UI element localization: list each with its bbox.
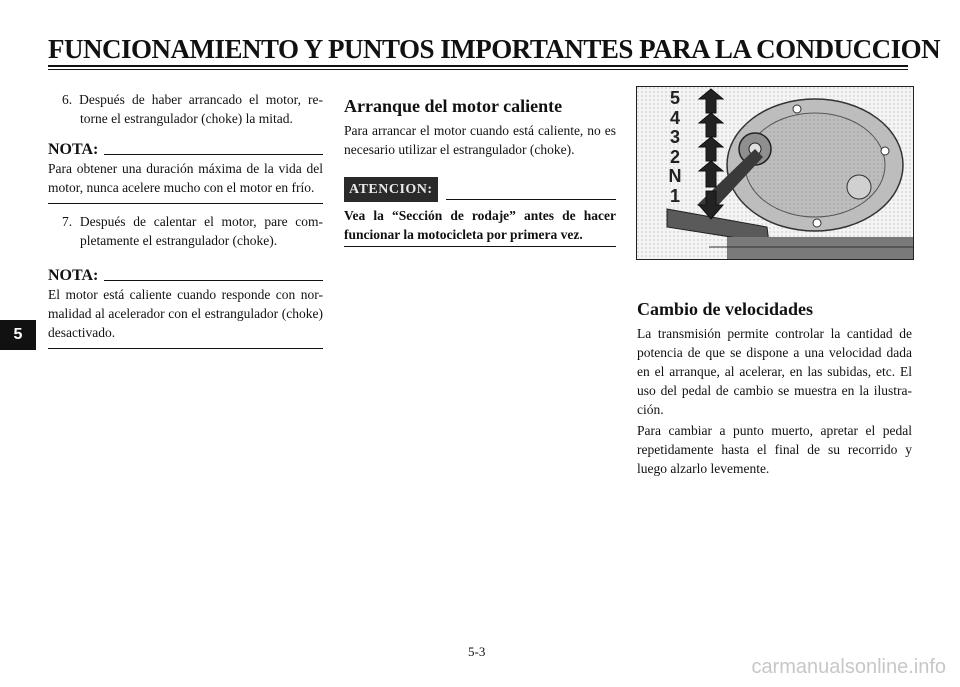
note-label: NOTA: xyxy=(48,267,99,284)
title-underline-thin xyxy=(48,69,908,70)
gear-label: N xyxy=(668,166,682,186)
gear-label: 3 xyxy=(669,127,680,147)
note-end-rule xyxy=(48,203,323,204)
gear-shift-paragraph: La transmisión permite controlar la cantidad de potencia de que se dispone a una velocidad dada en el arranque, al acelerar, en las subidas, etc. El uso del pedal de cambio se muestra en la ilustra-ción. xyxy=(637,326,912,417)
middle-column xyxy=(344,95,616,255)
gear-label: 1 xyxy=(669,185,680,206)
warning-heading xyxy=(344,177,616,202)
gear-label: 2 xyxy=(669,146,680,167)
step-6-text: 6. Después de haber arrancado el motor, re-torne el estrangulador (choke) la mitad. xyxy=(62,92,323,126)
right-column xyxy=(637,298,912,478)
gear-shift-illustration xyxy=(636,86,914,260)
left-column xyxy=(48,90,323,357)
note-rule xyxy=(104,154,323,155)
page-number: 5-3 xyxy=(468,644,486,659)
note-label: NOTA: xyxy=(48,141,99,158)
watermark: carmanualsonline.info xyxy=(751,656,946,678)
gear-position-labels xyxy=(664,89,686,206)
title-underline xyxy=(48,65,908,67)
warning-rule xyxy=(446,199,616,200)
warning-text: Vea la “Sección de rodaje” antes de hacer funcionar la motocicleta por primera vez. xyxy=(344,208,616,242)
warning-end-rule xyxy=(344,246,616,247)
chapter-tab[interactable]: 5 xyxy=(0,320,36,350)
note-text: El motor está caliente cuando responde con nor-malidad al acelerador con el estrangulador (choke) desactivado. xyxy=(48,287,323,340)
warning-badge: ATENCION: xyxy=(344,177,438,202)
note-end-rule xyxy=(48,348,323,349)
note-text: Para obtener una duración máxima de la vida del motor, nunca acelere mucho con el motor en frío. xyxy=(48,161,323,195)
gear-label: 5 xyxy=(669,88,680,108)
note-heading xyxy=(48,140,323,159)
gear-label: 4 xyxy=(669,107,680,128)
section-heading-gear-shift: Cambio de velocidades xyxy=(637,299,814,319)
note-rule xyxy=(104,280,323,281)
neutral-paragraph: Para cambiar a punto muerto, apretar el pedal repetidamente hasta el final de su recorrido y luego alzarlo levemente. xyxy=(637,423,912,476)
step-7-text: 7. Después de calentar el motor, pare com-pletamente el estrangulador (choke). xyxy=(62,214,323,248)
note-heading xyxy=(48,266,323,285)
warm-start-text: Para arrancar el motor cuando está caliente, no es necesario utilizar el estrangulador (choke). xyxy=(344,123,616,157)
page-title: FUNCIONAMIENTO Y PUNTOS IMPORTANTES PARA LA CONDUCCION xyxy=(48,34,941,64)
section-heading-warm-start: Arranque del motor caliente xyxy=(344,96,563,116)
